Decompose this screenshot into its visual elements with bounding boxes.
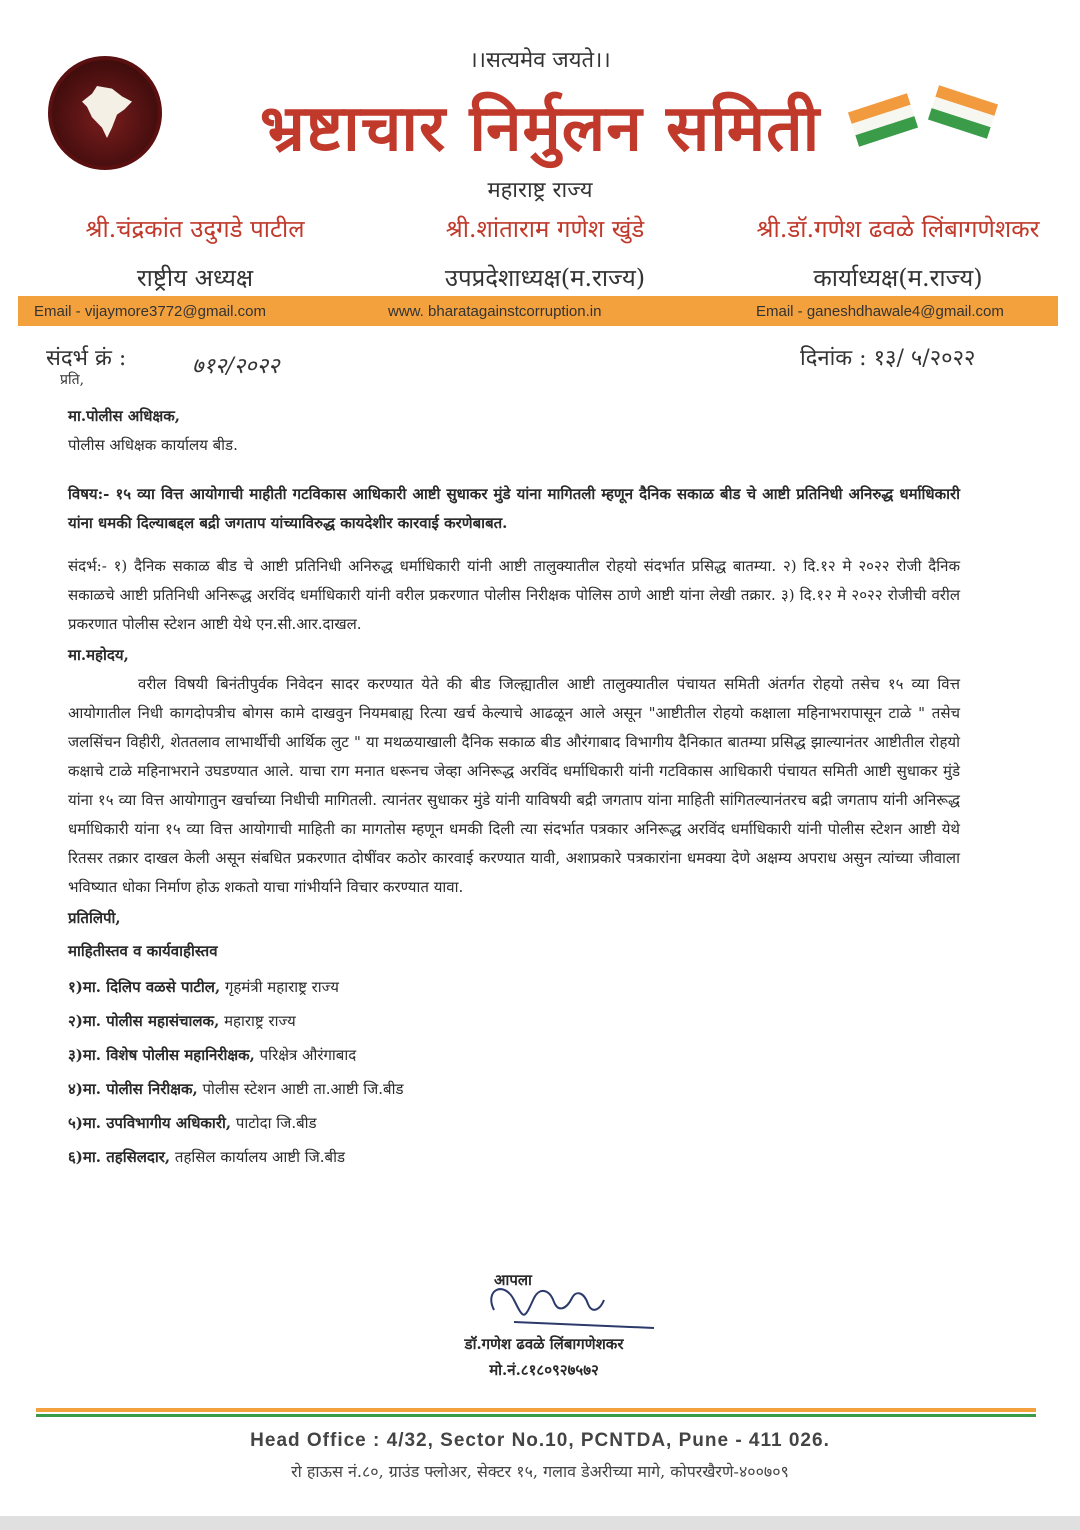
official-role: कार्याध्यक्ष(म.राज्य)	[813, 264, 983, 292]
contact-website: www. bharatagainstcorruption.in	[388, 303, 602, 320]
letter-date: दिनांक : १३/ ५/२०२२	[800, 346, 976, 371]
addressee-office: पोलीस अधिक्षक कार्यालय बीड.	[68, 436, 238, 454]
official-national-president	[60, 212, 330, 294]
copy-heading: प्रतिलिपी,	[68, 909, 121, 927]
salutation: मा.महोदय,	[68, 646, 129, 664]
signer-mobile: मो.नं.८१८०९२७५७२	[489, 1361, 599, 1379]
copy-recipient: ३)मा. विशेष पोलीस महानिरीक्षक, परिक्षेत्र औरंगाबाद	[68, 1046, 357, 1064]
official-role: उपप्रदेशाध्यक्ष(म.राज्य)	[444, 264, 646, 292]
handwritten-signature-icon	[454, 1270, 654, 1332]
bottom-strip	[0, 1516, 1080, 1530]
motto: ।।सत्यमेव जयते।।	[469, 48, 611, 73]
copy-recipient: ६)मा. तहसिलदार, तहसिल कार्यालय आष्टी जि.बीड	[68, 1148, 346, 1166]
copy-recipient: १)मा. दिलिप वळसे पाटील, गृहमंत्री महाराष्ट्र राज्य	[68, 978, 339, 996]
reference-number-label: संदर्भ क्रं :	[46, 346, 127, 371]
contact-bar	[18, 296, 1058, 326]
copy-recipient: ४)मा. पोलीस निरीक्षक, पोलीस स्टेशन आष्टी ता.आष्टी जि.बीड	[68, 1080, 404, 1098]
signature	[414, 1270, 674, 1332]
copy-recipient: ५)मा. उपविभागीय अधिकारी, पाटोदा जि.बीड	[68, 1114, 317, 1132]
secondary-address: रो हाऊस नं.८०, ग्राउंड फ्लोअर, सेक्टर १५, गलाव डेअरीच्या मागे, कोपरखैरणे-४००७०९	[291, 1462, 789, 1481]
letter-subject: विषय:- १५ व्या वित्त आयोगाची माहीती गटविकास आधिकारी आष्टी सुधाकर मुंडे यांना मागितली म्हणून दैनिक सकाळ बीड चे आष्टी प्रतिनिधी अनिरुद्ध धर्माधिकारी यांना धमकी दिल्याबद्दल बद्री जगताप यांच्याविरुद्ध कायदेशीर कारवाई करणेबाबत.	[68, 485, 960, 532]
letter-reference: संदर्भ:- १) दैनिक सकाळ बीड चे आष्टी प्रतिनिधी अनिरुद्ध धर्माधिकारी यांनी आष्टी तालुक्यातील रोहयो संदर्भात प्रसिद्ध बातम्या. २) दि.१२ मे २०२२ रोजी दैनिक सकाळचे आष्टी प्रतिनिधी अनिरूद्ध अरविंद धर्माधिकारी यांनी वरील प्रकरणात पोलीस निरीक्षक पोलिस ठाणे आष्टी यांना लेखी तक्रार. ३) दि.१२ मे २०२२ रोजीची वरील प्रकरणात पोलीस स्टेशन आष्टी येथे एन.सी.आर.दाखल.	[68, 557, 960, 633]
footer-divider-green	[36, 1414, 1036, 1417]
state-name: महाराष्ट्र राज्य	[487, 178, 593, 203]
crossed-india-flags-icon	[852, 92, 1002, 152]
copy-recipient-list	[68, 970, 960, 1174]
contact-email-left: Email - vijaymore3772@gmail.com	[34, 303, 266, 320]
signer-name: डॉ.गणेश ढवळे लिंबागणेशकर	[464, 1335, 624, 1353]
copy-recipient: २)मा. पोलीस महासंचालक, महाराष्ट्र राज्य	[68, 1012, 296, 1030]
addressee-title: मा.पोलीस अधिक्षक,	[68, 407, 180, 425]
footer-divider-saffron	[36, 1408, 1036, 1412]
letter-body	[68, 402, 960, 1174]
addressee-prefix: प्रति,	[60, 372, 85, 388]
contact-email-right: Email - ganeshdhawale4@gmail.com	[756, 303, 1004, 320]
official-working-president	[748, 212, 1048, 294]
official-name: श्री.डॉ.गणेश ढवळे लिंबागणेशकर	[756, 215, 1040, 243]
flag-left-icon	[848, 93, 918, 146]
official-name: श्री.चंद्रकांत उदुगडे पाटील	[85, 215, 305, 243]
organization-name: भ्रष्टाचार निर्मुलन समिती	[259, 92, 821, 166]
copy-subheading: माहितीस्तव व कार्यवाहीस्तव	[68, 942, 218, 960]
flag-right-icon	[928, 85, 998, 138]
official-vice-president	[420, 212, 670, 294]
letter-paragraph: वरील विषयी बिनंतीपुर्वक निवेदन सादर करण्यात येते की बीड जिल्ह्यातील आष्टी तालुक्यातील पंचायत समिती अंतर्गत रोहयो तसेच १५ व्या वित्त आयोगातील निधी कागदोपत्रीच बोगस कामे दाखवुन नियमबाह्य रित्या खर्च केल्याचे आढळून आले असून "आष्टीतील रोहयो कक्षाला महिनाभरापासून टाळे " तसेच जलसिंचन विहीरी, शेततलाव लाभार्थीची आर्थिक लुट " या मथळयाखाली दैनिक सकाळ बीड औरंगाबाद विभागीय दैनिकात बातम्या प्रसिद्ध झाल्यानंतर आष्टीतील रोहयो कक्षाचे टाळे महिनाभराने उघडण्यात आले. याचा राग मनात धरूनच जेव्हा अनिरूद्ध अरविंद धर्माधिकारी यांनी गटविकास आधिकारी पंचायत समिती आष्टी सुधाकर मुंडे यांना १५ व्या वित्त आयोगातुन खर्चाच्या निधीची मागितली. त्यानंतर सुधाकर मुंडे यांनी याविषयी बद्री जगताप यांना माहिती सांगितल्यानंतरच बद्री जगताप यांनी अनिरूद्ध धर्माधिकारी यांना १५ व्या वित्त आयोगाची माहिती का मागतोस म्हणून धमकी दिली त्या संदर्भात पत्रकार अनिरूद्ध अरविंद धर्माधिकारी यांनी पोलीस स्टेशन आष्टी येथे रितसर तक्रार दाखल केली असून संबधित प्रकरणात दोषींवर कठोर कारवाई करण्यात यावी, अशाप्रकारे पत्रकारांना धमक्या देणे अक्षम्य अपराध असुन त्यांच्या जीवाला भविष्यात धोका निर्माण होऊ शकतो याचा गांभीर्याने विचार करण्यात यावा.	[68, 675, 960, 896]
reference-number-value: ७१२/२०२२	[192, 354, 280, 379]
closing-word: आपला	[494, 1271, 532, 1289]
signature-block	[414, 1270, 674, 1380]
official-name: श्री.शांताराम गणेश खुंडे	[445, 215, 645, 243]
official-role: राष्ट्रीय अध्यक्ष	[136, 264, 254, 292]
head-office-address: Head Office : 4/32, Sector No.10, PCNTDA, Pune - 411 026.	[250, 1430, 830, 1451]
